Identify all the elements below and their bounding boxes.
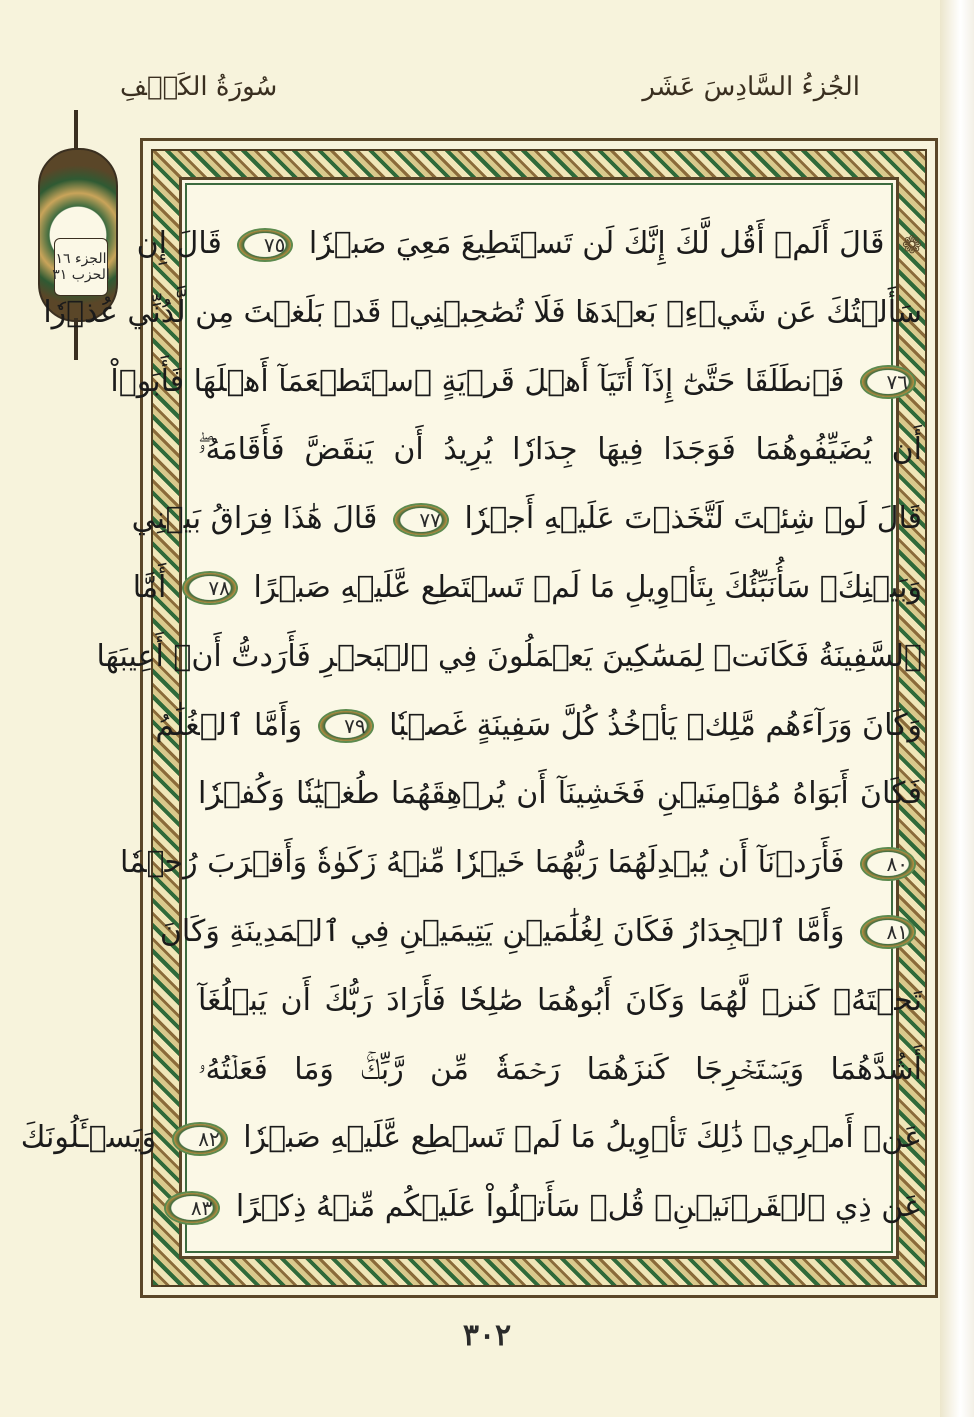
verse-text: فَأَرَدۡنَآ أَن يُبۡدِلَهُمَا رَبُّهُمَا خَيۡرٗا مِّنۡهُ زَكَوٰةٗ وَأَقۡرَبَ رُحۡمٗا (120, 845, 845, 881)
text-line (120, 829, 930, 898)
verse-text: قَالَ هَٰذَا فِرَاقُ بَيۡنِي (131, 501, 378, 537)
ayah-number-marker: ٨١ (860, 915, 916, 949)
page-number: ٣٠٢ (462, 1318, 512, 1353)
verse-text: وَيَسۡـَٔلُونَكَ (20, 1120, 157, 1156)
text-line (159, 898, 930, 967)
verse-text: وَكَانَ وَرَآءَهُم مَّلِكٞ يَأۡخُذُ كُلَّ سَفِينَةٍ غَصۡبٗا (389, 707, 922, 743)
rub-el-hizb-icon: ❁ (901, 230, 922, 259)
verse-text: عَنۡ أَمۡرِيۚ ذَٰلِكَ تَأۡوِيلُ مَا لَمۡ تَسۡطِع عَّلَيۡهِ صَبۡرٗا (243, 1120, 922, 1156)
verse-text: وَأَمَّا ٱلۡغُلَٰمُ (155, 707, 303, 743)
verse-text: وَبَيۡنِكَۚ سَأُنَبِّئُكَ بِتَأۡوِيلِ مَا لَمۡ تَسۡتَطِع عَّلَيۡهِ صَبۡرًا (253, 569, 922, 605)
hizb-number: الحزب ٣١ (52, 267, 110, 283)
verse-text: عَن ذِي ٱلۡقَرۡنَيۡنِۖ قُلۡ سَأَتۡلُواْ عَلَيۡكُم مِّنۡهُ ذِكۡرًا (235, 1189, 922, 1225)
ayah-number-marker: ٧٩ (318, 709, 374, 743)
text-line (110, 348, 930, 417)
text-line (136, 210, 930, 279)
ayah-number-marker: ٧٥ (237, 228, 293, 262)
medallion-top-stem (74, 110, 78, 150)
verse-text: قَالَ إِن (136, 226, 222, 261)
verse-text: فَكَانَ أَبَوَاهُ مُؤۡمِنَيۡنِ فَخَشِينَآ أَن يُرۡهِقَهُمَا طُغۡيَٰنٗا وَكُفۡرٗا (198, 776, 922, 812)
verse-text: أَمَّا (132, 569, 167, 605)
juz-title: الجُزءُ السَّادِسَ عَشَر (642, 72, 860, 102)
ayah-number-marker: ٧٦ (860, 365, 916, 399)
text-line (190, 416, 930, 485)
page-edge (940, 0, 974, 1417)
text-line (190, 967, 930, 1036)
ayah-number-marker: ٨٢ (172, 1122, 228, 1156)
ayah-number-marker: ٧٨ (182, 571, 238, 605)
verse-text: وَأَمَّا ٱلۡجِدَارُ فَكَانَ لِغُلَٰمَيۡنِ يَتِيمَيۡنِ فِي ٱلۡمَدِينَةِ وَكَانَ (159, 913, 845, 949)
text-line (132, 554, 930, 623)
verse-text: قَالَ أَلَمۡ أَقُل لَّكَ إِنَّكَ لَن تَسۡتَطِيعَ مَعِيَ صَبۡرٗا (308, 226, 885, 261)
verse-text: فَٱنطَلَقَا حَتَّىٰٓ إِذَآ أَتَيَآ أَهۡلَ قَرۡيَةٍ ٱسۡتَطۡعَمَآ أَهۡلَهَا فَأَبَوۡاْ (110, 363, 845, 399)
text-line (190, 1173, 930, 1242)
juz-number: الجزء ١٦ (55, 251, 107, 267)
text-line (190, 760, 930, 829)
verse-text: ٱلسَّفِينَةُ فَكَانَتۡ لِمَسَٰكِينَ يَعۡمَلُونَ فِي ٱلۡبَحۡرِ فَأَرَدتُّ أَنۡ أَعِيبَهَا (96, 638, 922, 674)
ayah-number-marker: ٨٣ (164, 1191, 220, 1225)
text-line (190, 1036, 930, 1105)
ayah-number-marker: ٧٧ (393, 503, 449, 537)
verse-text: أَن يُضَيِّفُوهُمَا فَوَجَدَا فِيهَا جِدَارٗا يُرِيدُ أَن يَنقَضَّ فَأَقَامَهُۥۖ (198, 432, 922, 468)
text-line (131, 485, 930, 554)
verse-text: قَالَ لَوۡ شِئۡتَ لَتَّخَذۡتَ عَلَيۡهِ أَجۡرٗا (464, 501, 922, 537)
text-line (43, 279, 930, 348)
verse-text: سَأَلۡتُكَ عَن شَيۡءِۭ بَعۡدَهَا فَلَا تُصَٰحِبۡنِيۖ قَدۡ بَلَغۡتَ مِن لَّدُنِّي عُذۡرٗا (43, 294, 922, 330)
text-line (96, 623, 930, 692)
text-line (20, 1104, 930, 1173)
text-line (155, 692, 930, 761)
ayah-number-marker: ٨٠ (860, 847, 916, 881)
verse-text: تَحۡتَهُۥ كَنزٞ لَّهُمَا وَكَانَ أَبُوهُمَا صَٰلِحٗا فَأَرَادَ رَبُّكَ أَن يَبۡلُغَآ (198, 982, 922, 1018)
verse-text: أَشُدَّهُمَا وَيَسۡتَخۡرِجَا كَنزَهُمَا رَحۡمَةٗ مِّن رَّبِّكَۚ وَمَا فَعَلۡتُهُۥ (198, 1051, 922, 1087)
page-header (120, 72, 860, 112)
surah-title: سُورَةُ الكَهۡفِ (120, 72, 278, 102)
